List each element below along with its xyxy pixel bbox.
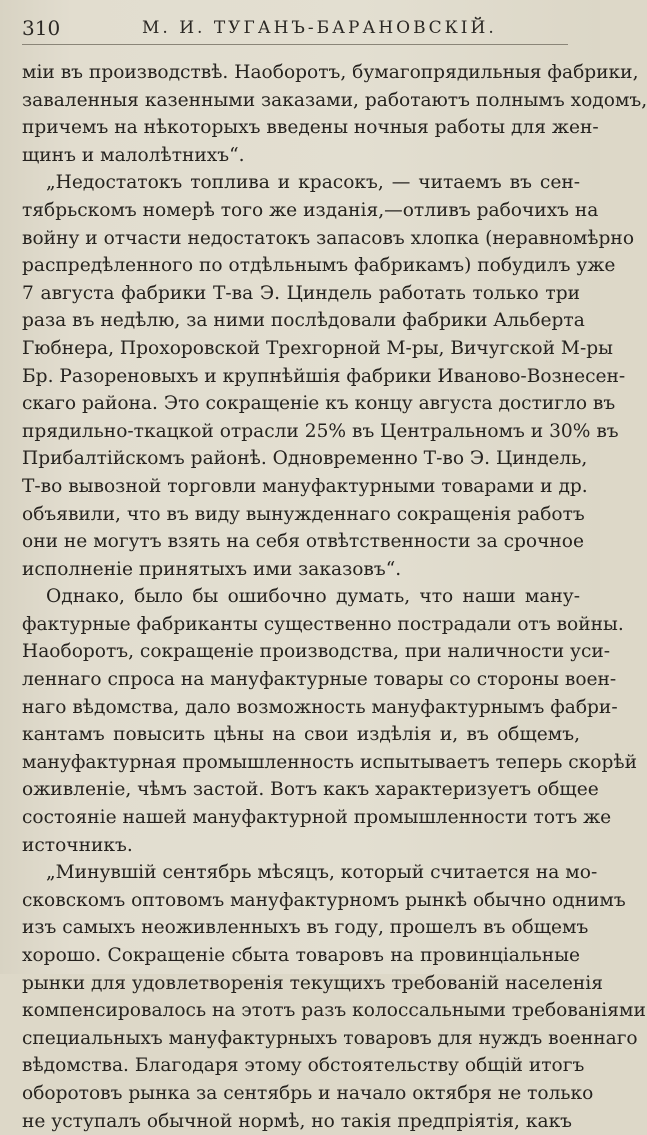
body-text [22,59,647,1135]
text-line: состояніе нашей мануфактурной промышленности тотъ же [22,807,612,829]
text-line: вѣдомства. Благодаря этому обстоятельству общій итогъ [22,1055,585,1077]
page-header [22,10,568,45]
text-line: Бр. Разореновыхъ и крупнѣйшія фабрики Иваново-Вознесен- [22,365,626,387]
text-line: кантамъ повысить цѣны на свои издѣлія и, въ общемъ, [22,724,580,746]
text-line: Т-во вывозной торговли мануфактурными товарами и др. [22,475,588,497]
text-line: Однако, было бы ошибочно думать, что наши ману- [46,586,580,608]
text-line: фактурные фабриканты существенно пострадали отъ войны. [22,613,624,635]
text-line: оборотовъ рынка за сентябрь и начало октября не только [22,1082,594,1104]
text-line: міи въ производствѣ. Наоборотъ, бумагопрядильныя фабрики, [22,62,639,83]
text-line: „Недостатокъ топлива и красокъ, — читаемъ въ сен- [46,172,580,194]
text-line: Гюбнера, Прохоровской Трехгорной М-ры, Вичугской М-ры [22,337,613,359]
text-line: наго вѣдомства, дало возможность мануфактурнымъ фабри- [22,696,618,718]
paragraph [22,583,637,859]
text-line: источникъ. [22,834,133,856]
page-number: 310 [22,16,61,40]
text-line: „Минувшій сентябрь мѣсяцъ, который считается на мо- [46,862,598,884]
text-line: сковскомъ оптовомъ мануфактурномъ рынкѣ обычно однимъ [22,889,626,911]
paragraph [22,859,646,1135]
text-line: мануфактурная промышленность испытываетъ теперь скорѣй [22,751,637,773]
text-line: тябрьскомъ номерѣ того же изданія,—отливъ рабочихъ на [22,199,599,221]
text-line: не уступалъ обычной нормѣ, но такія предпріятія, какъ [22,1110,573,1132]
text-line: леннаго спроса на мануфактурные товары со стороны воен- [22,669,617,691]
text-line: хорошо. Сокращеніе сбыта товаровъ на провинціальные [22,945,580,966]
text-line: специальныхъ мануфактурныхъ товаровъ для нуждъ военнаго [22,1027,638,1049]
text-line: распредѣленного по отдѣльнымъ фабрикамъ) побудилъ уже [22,255,616,277]
text-line: Прибалтійскомъ районѣ. Одновременно Т-во Э. Циндель, [22,448,588,470]
running-head: М. И. ТУГАНЪ-БАРАНОВСКІЙ. [142,18,497,38]
text-line: объявили, что въ виду вынужденнаго сокращенія работъ [22,503,585,525]
text-line: прядильно-ткацкой отрасли 25% въ Центральномъ и 30% въ [22,420,619,442]
paragraph [22,59,647,169]
text-line: скаго района. Это сокращеніе къ концу августа достигло въ [22,393,616,415]
text-line: раза въ недѣлю, за ними послѣдовали фабрики Альберта [22,310,585,332]
text-line: заваленныя казенными заказами, работаютъ полнымъ ходомъ, [22,89,647,111]
text-line: оживленіе, чѣмъ застой. Вотъ какъ характеризуетъ общее [22,779,599,801]
text-line: Наоборотъ, сокращеніе производства, при наличности уси- [22,641,611,663]
text-line: 7 августа фабрики Т-ва Э. Циндель работать только три [22,282,580,304]
text-line: причемъ на нѣкоторыхъ введены ночныя работы для жен- [22,117,599,139]
text-line: щинъ и малолѣтнихъ“. [22,144,245,166]
text-line: они не могутъ взять на себя отвѣтственности за срочное [22,531,584,553]
text-line: исполненіе принятыхъ ими заказовъ“. [22,558,402,580]
text-line: компенсировалось на этотъ разъ колоссальными требованіями [22,1000,646,1022]
text-line: изъ самыхъ неоживленныхъ въ году, прошелъ въ общемъ [22,917,589,939]
text-line: войну и отчасти недостатокъ запасовъ хлопка (неравномѣрно [22,227,635,249]
text-line: рынки для удовлетворенія текущихъ требованій населенія [22,972,603,994]
paragraph [22,169,635,583]
